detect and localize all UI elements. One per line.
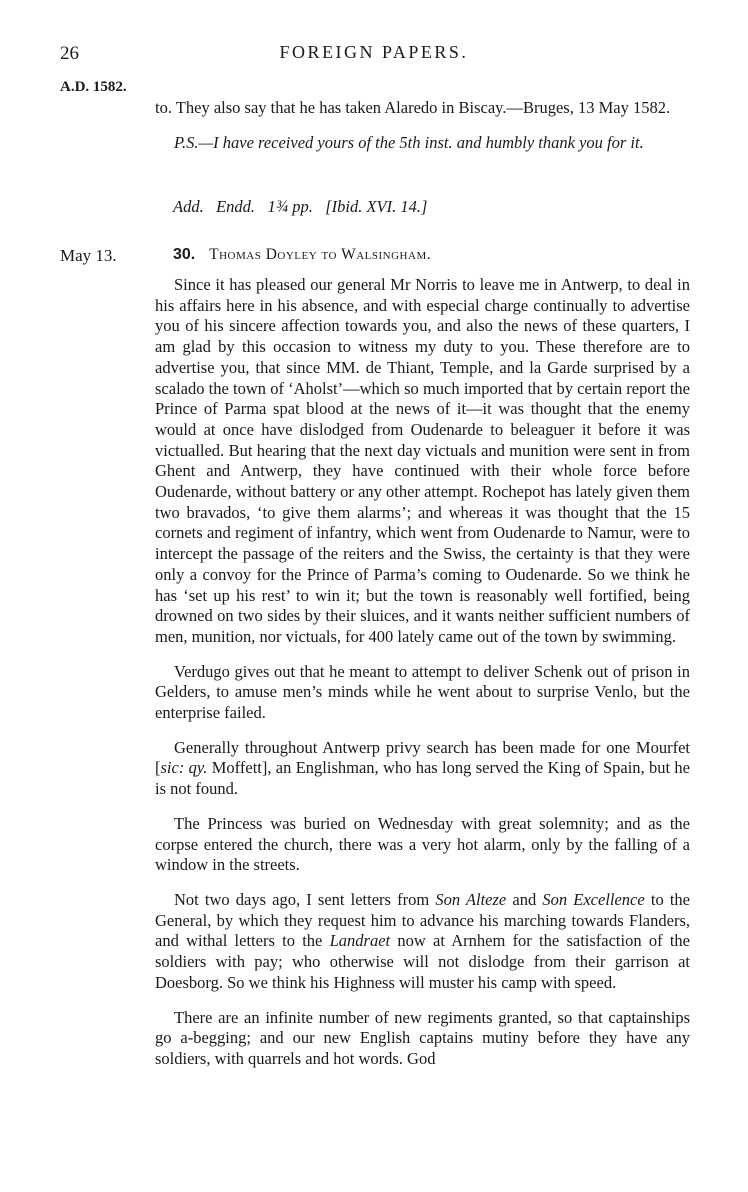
p3-text-a: Generally throughout Antwerp privy search has been made for one Mourfet [ (155, 737, 690, 778)
paragraph-2: Verdugo gives out that he meant to attempt to deliver Schenk out of prison in Gelders, to amuse men’s minds while he went about to surprise Venlo, but the enterprise failed. (155, 661, 690, 723)
entry-number: 30. (173, 246, 196, 263)
previous-entry (155, 98, 690, 167)
paragraph-1: Since it has pleased our general Mr Norris to leave me in Antwerp, to deal in his affairs here in his absence, and with especial charge continually to advertise you of his sincere affection towards you, and also the news of these quarters, I am glad by this occasion to witness my duty to you. These therefore are to advertise you, that since MM. de Thiant, Temple, and la Garde surprised by a scalado the town of ‘Aholst’—which so much imported that by certain report the Prince of Parma spat blood at the news of it—it was thought that the enemy would at once have dislodged from Oudenarde to beleaguer it before it was victualled. But hearing that the next day victuals and munition were sent in from Ghent and Antwerp, they have continued with their whole force before Oudenarde, without battery or any other attempt. Rochepot has lately given them two bravados, ‘to give them alarms’; and whereas it was thought that the 15 cornets and regiment of infantry, which went from Oudenarde to Namur, were to intercept the passage of the reiters and the Swiss, the certainty is that they were only a convoy for the Prince of Parma’s coming to Oudenarde. So we think he has ‘set up his rest’ to win it; but the town is reasonably well fortified, being drowned on two sides by their sluices, and it wants neither sufficient numbers of men, munition, nor victuals, for 400 lately came out of the town by swimming. (155, 275, 690, 646)
postscript (155, 133, 690, 154)
p5-italic-d: Son Excellence (542, 889, 645, 909)
p5-text-a: Not two days ago, I sent letters from (174, 889, 436, 909)
entry-body (155, 275, 690, 1084)
p3-text-c: Moffett], an Englishman, who has long served the King of Spain, but he is not found. (155, 758, 690, 799)
endorsement (173, 197, 427, 217)
previous-entry-tail: to. They also say that he has taken Alaredo in Biscay.—Bruges, 13 May 1582. (155, 98, 671, 117)
entry-heading (173, 246, 431, 264)
endorse-endd: Endd. (216, 197, 256, 216)
paragraph-5 (155, 890, 690, 994)
p5-text-g: now at Arnhem for the satisfaction of the soldiers with pay; who otherwise will not dislodge from their garrison at Doesborg. So we think his Highness will muster his camp with speed. (155, 931, 690, 992)
p5-italic-b: Son Alteze (435, 889, 507, 909)
entry-title: Thomas Doyley to Walsingham. (209, 246, 432, 263)
postscript-text: P.S.—I have received yours of the 5th inst. and humbly thank you for it. (174, 132, 644, 152)
paragraph-6: There are an infinite number of new regiments granted, so that captainships go a-begging; and our new English captains mutiny before they have any soldiers, with quarrels and hot words. God (155, 1007, 690, 1068)
p3-italic: sic: qy. (160, 758, 208, 778)
paragraph-3 (155, 738, 690, 800)
p5-italic-f: Landraet (329, 931, 391, 951)
p5-text-c: and (506, 889, 543, 909)
endorse-ref: [Ibid. XVI. 14.] (325, 197, 428, 216)
endorse-pages: 1¾ pp. (267, 197, 313, 216)
margin-date: May 13. (60, 246, 117, 265)
p5-text-e: to the General, by which they request him to advance his marching towards Flanders, and withal letters to the (155, 889, 691, 951)
running-head: FOREIGN PAPERS. (279, 42, 469, 62)
endorse-add: Add. (173, 197, 204, 216)
margin-year: A.D. 1582. (60, 79, 127, 95)
page-number: 26 (60, 43, 79, 64)
paragraph-4: The Princess was buried on Wednesday with great solemnity; and as the corpse entered the church, there was a very hot alarm, only by the falling of a window in the streets. (155, 813, 690, 875)
